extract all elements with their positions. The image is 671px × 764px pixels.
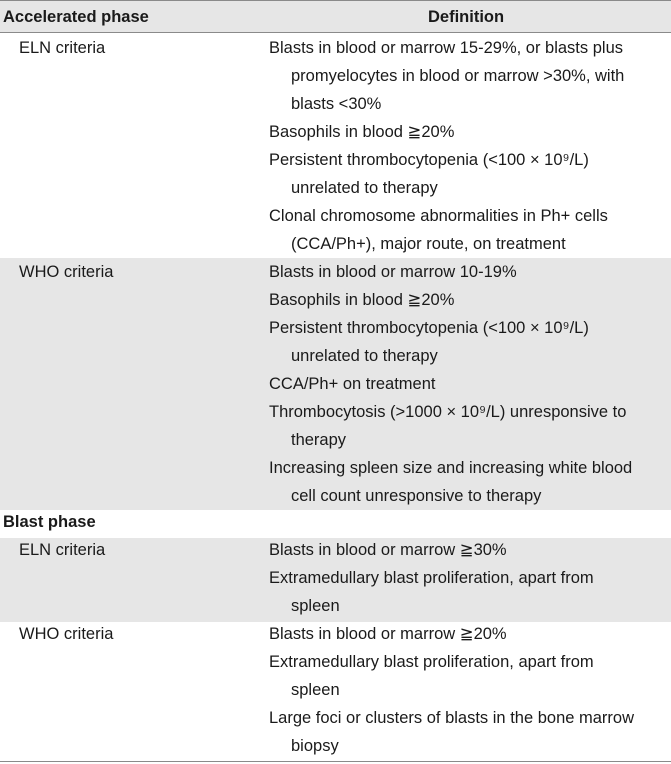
definition-line: Basophils in blood ≧20% bbox=[269, 123, 455, 141]
definition-line: Basophils in blood ≧20% bbox=[269, 291, 455, 309]
blast-who-definitions bbox=[269, 620, 669, 760]
definition-line: Large foci or clusters of blasts in the bone marrow bbox=[269, 709, 635, 727]
definition-line: (CCA/Ph+), major route, on treatment bbox=[291, 235, 566, 253]
definition-line: biopsy bbox=[291, 737, 339, 755]
definition-line: Clonal chromosome abnormalities in Ph+ cells bbox=[269, 207, 608, 225]
definition-line: Blasts in blood or marrow ≧20% bbox=[269, 625, 507, 643]
definition-line: promyelocytes in blood or marrow >30%, with bbox=[291, 67, 625, 85]
blast-who-label: WHO criteria bbox=[19, 625, 114, 643]
table-header bbox=[0, 0, 671, 33]
definition-line: unrelated to therapy bbox=[291, 179, 438, 197]
definition-line: Persistent thrombocytopenia (<100 × 10⁹/L) bbox=[269, 319, 589, 337]
definition-line: blasts <30% bbox=[291, 95, 382, 113]
blast-phase-title: Blast phase bbox=[3, 513, 96, 531]
definition-line: Increasing spleen size and increasing white blood bbox=[269, 459, 633, 477]
definition-line: Extramedullary blast proliferation, apart from bbox=[269, 653, 594, 671]
blast-eln-label: ELN criteria bbox=[19, 541, 106, 559]
header-phase: Accelerated phase bbox=[3, 8, 149, 26]
definition-line: CCA/Ph+ on treatment bbox=[269, 375, 436, 393]
definition-line: Persistent thrombocytopenia (<100 × 10⁹/L) bbox=[269, 151, 589, 169]
definition-line: therapy bbox=[291, 431, 347, 449]
definition-line: Thrombocytosis (>1000 × 10⁹/L) unresponsive to bbox=[269, 403, 627, 421]
definition-line: spleen bbox=[291, 681, 340, 699]
definition-line: Extramedullary blast proliferation, apart from bbox=[269, 569, 594, 587]
table-bottom-rule bbox=[0, 761, 671, 762]
definition-line: Blasts in blood or marrow 10-19% bbox=[269, 263, 517, 281]
blast-eln-definitions bbox=[269, 536, 669, 620]
header-definition: Definition bbox=[428, 8, 505, 26]
definition-line: cell count unresponsive to therapy bbox=[291, 487, 542, 505]
definition-line: spleen bbox=[291, 597, 340, 615]
definition-line: Blasts in blood or marrow ≧30% bbox=[269, 541, 507, 559]
accelerated-who-definitions bbox=[269, 258, 669, 510]
accelerated-eln-label: ELN criteria bbox=[19, 39, 106, 57]
definition-line: Blasts in blood or marrow 15-29%, or blasts plus bbox=[269, 39, 623, 57]
accelerated-eln-definitions bbox=[269, 34, 669, 258]
accelerated-who-label: WHO criteria bbox=[19, 263, 114, 281]
definition-line: unrelated to therapy bbox=[291, 347, 438, 365]
